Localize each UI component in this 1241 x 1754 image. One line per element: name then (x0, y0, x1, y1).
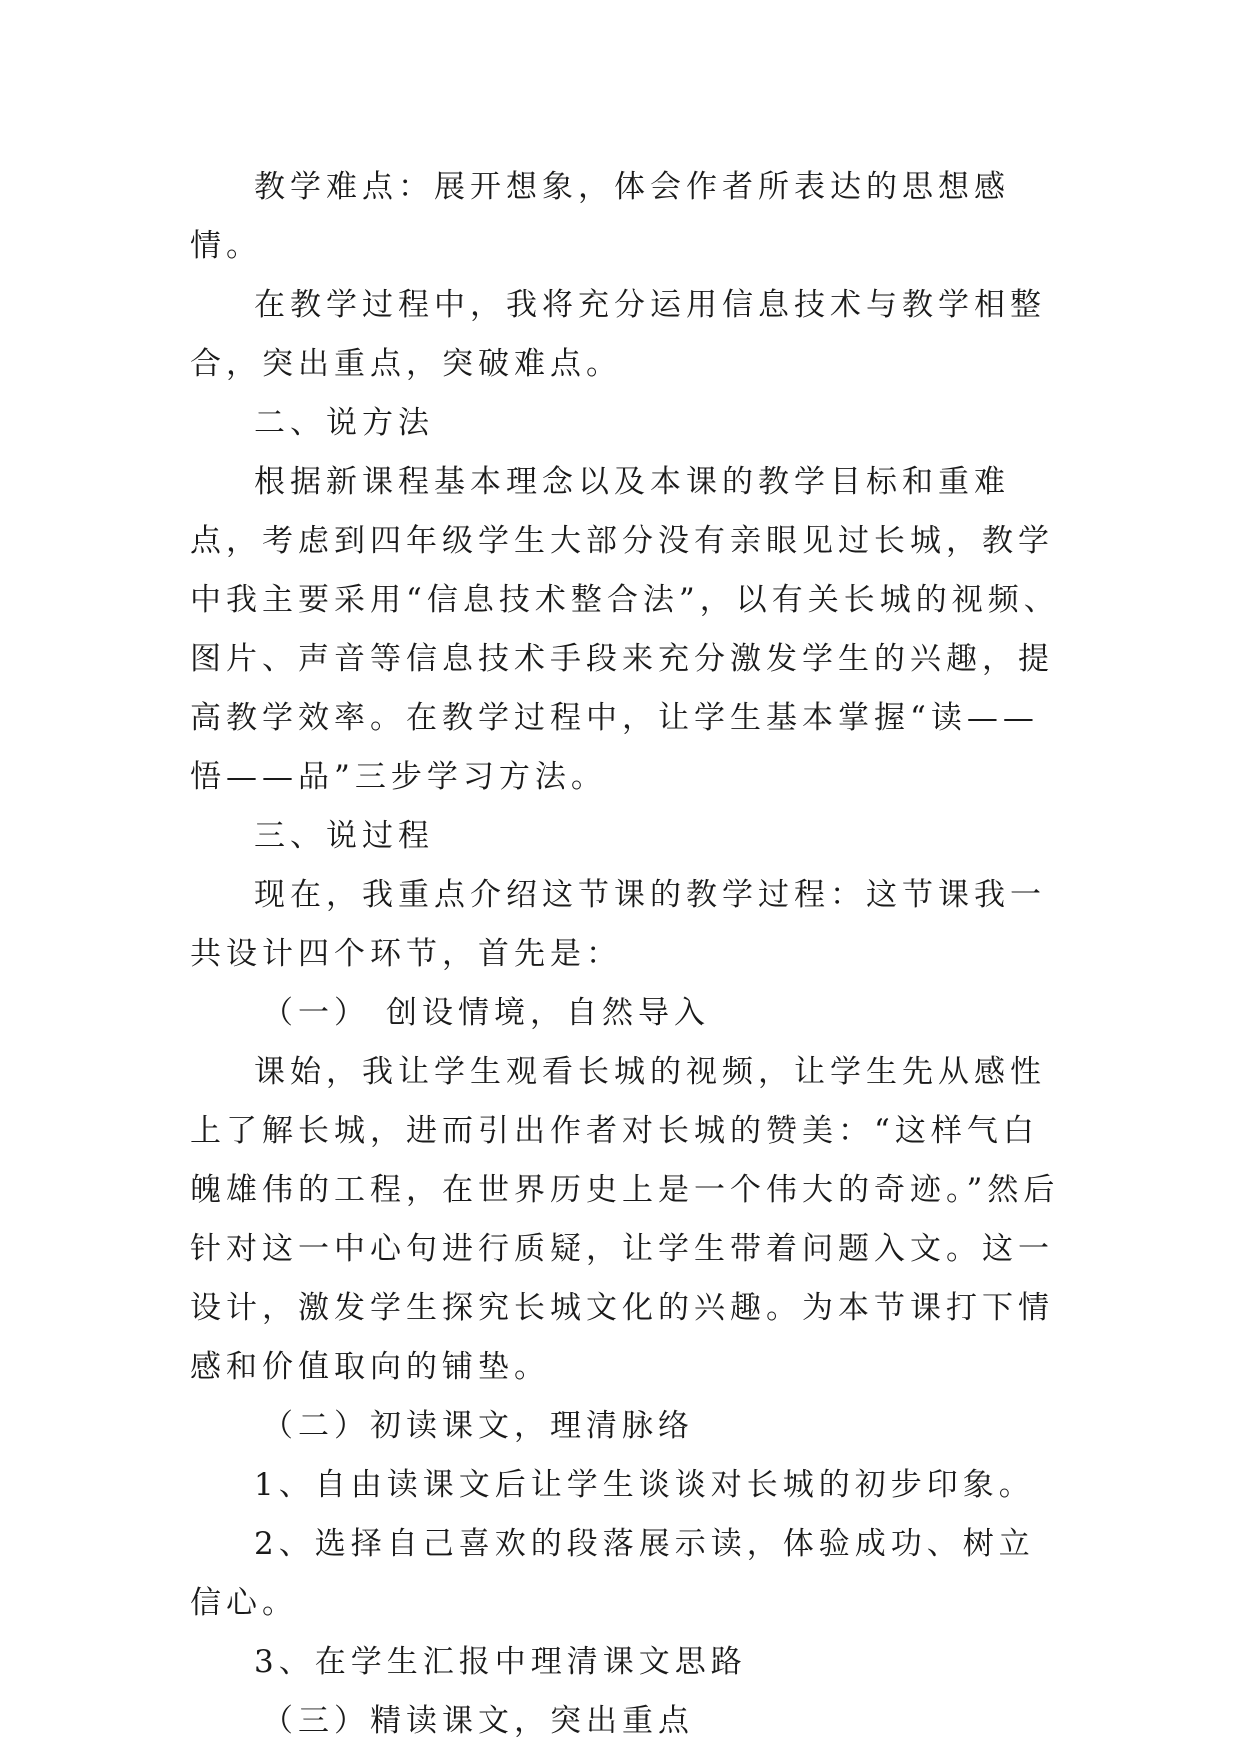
step-2-item-3: 3、在学生汇报中理清课文思路 (254, 1644, 747, 1680)
step-1-heading-text: 创设情境，自然导入 (386, 995, 710, 1031)
paragraph-process-intro: 在教学过程中，我将充分运用信息技术与教学相整合，突出重点，突破难点。 (190, 287, 1046, 382)
step-3-heading: （三）精读课文，突出重点 (262, 1703, 694, 1739)
paragraph-step-1: 课始，我让学生观看长城的视频，让学生先从感性上了解长城，进而引出作者对长城的赞美：“这样气白魄雄伟的工程，在世界历史上是一个伟大的奇迹。”然后针对这一中心句进行质疑，让学生带着问题入文。这一设计，激发学生探究长城文化的兴趣。为本节课打下情感和价值取向的铺垫。 (190, 1054, 1060, 1385)
step-1-heading (190, 984, 1070, 1043)
document-body (190, 158, 1070, 1751)
step-2-item-1: 1、自由读课文后让学生谈谈对长城的初步印象。 (254, 1467, 1035, 1503)
paragraph-teaching-difficulty: 教学难点：展开想象，体会作者所表达的思想感情。 (190, 169, 1010, 264)
section-heading-method: 二、说方法 (254, 405, 434, 441)
step-2-item-2: 2、选择自己喜欢的段落展示读，体验成功、树立信心。 (190, 1526, 1035, 1621)
paragraph-process: 现在，我重点介绍这节课的教学过程：这节课我一共设计四个环节，首先是： (190, 877, 1046, 972)
step-1-heading-number: （一） (262, 995, 370, 1031)
section-heading-process: 三、说过程 (254, 818, 434, 854)
paragraph-method: 根据新课程基本理念以及本课的教学目标和重难点，考虑到四年级学生大部分没有亲眼见过长城，教学中我主要采用“信息技术整合法”，以有关长城的视频、图片、声音等信息技术手段来充分激发学生的兴趣，提高教学效率。在教学过程中，让学生基本掌握“读——悟——品”三步学习方法。 (190, 464, 1060, 795)
step-2-heading: （二）初读课文，理清脉络 (262, 1408, 694, 1444)
